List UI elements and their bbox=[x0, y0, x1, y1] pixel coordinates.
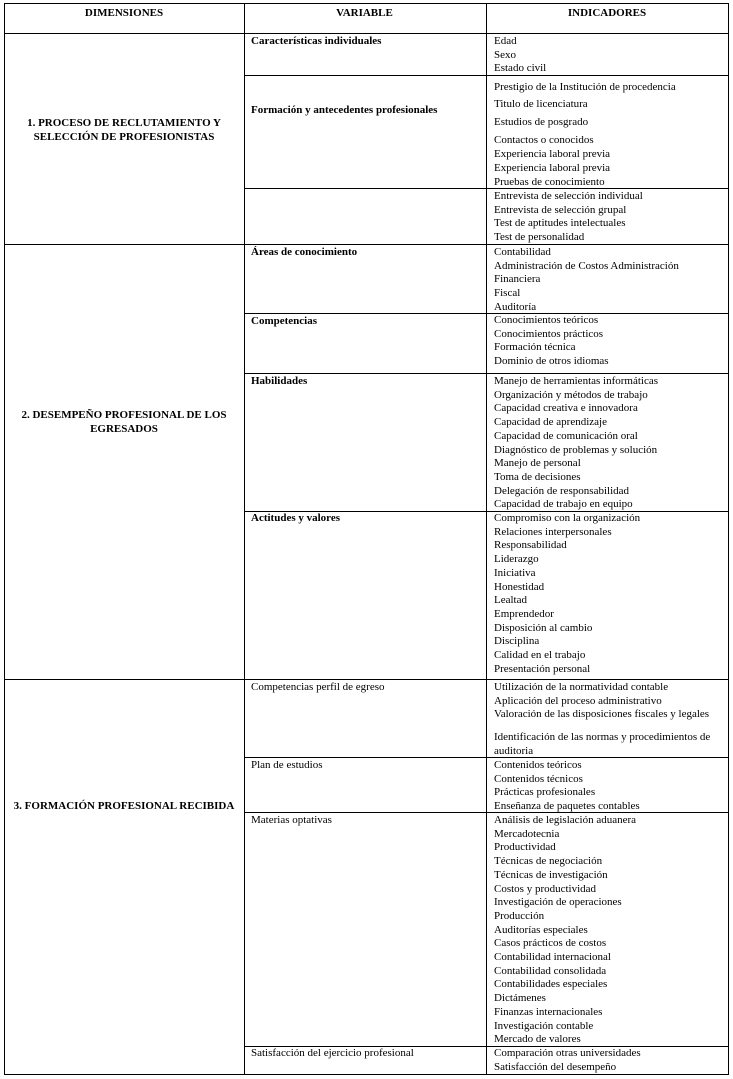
indicator-item: Presentación personal bbox=[494, 662, 591, 675]
indicator-item: Formación técnica bbox=[494, 341, 576, 354]
indicator-item: Test de personalidad bbox=[494, 231, 585, 244]
indicator-item: Administración de Costos Administración bbox=[494, 259, 679, 272]
dimension-separator bbox=[4, 244, 729, 245]
indicator-item: Calidad en el trabajo bbox=[494, 649, 586, 661]
group-separator bbox=[244, 812, 729, 813]
header-variable: VARIABLE bbox=[336, 7, 393, 19]
indicator-item: Liderazgo bbox=[494, 553, 539, 566]
dimension-title: 1. PROCESO DE RECLUTAMIENTO Y SELECCIÓN DE PROFESIONISTAS bbox=[27, 117, 221, 143]
group-separator bbox=[244, 373, 729, 374]
indicator-item: Costos y productividad bbox=[494, 882, 597, 895]
indicator-item: Financiera bbox=[494, 273, 541, 286]
indicator-item: Disciplina bbox=[494, 635, 540, 648]
variable-label: Materias optativas bbox=[251, 814, 332, 826]
indicator-item: Pruebas de conocimiento bbox=[494, 176, 605, 188]
indicator-item: Diagnóstico de problemas y solución bbox=[494, 443, 658, 456]
group-separator bbox=[244, 757, 729, 758]
variable-label: Formación y antecedentes profesionales bbox=[251, 104, 438, 116]
indicator-item: Lealtad bbox=[494, 594, 527, 607]
indicator-item: Mercadotecnia bbox=[494, 827, 560, 840]
indicator-item: Mercado de valores bbox=[494, 1033, 581, 1046]
indicator-item: Sexo bbox=[494, 48, 516, 61]
indicator-item: Productividad bbox=[494, 841, 556, 854]
indicator-item: Compromiso con la organización bbox=[494, 512, 641, 524]
indicator-item: Organización y métodos de trabajo bbox=[494, 388, 648, 401]
indicator-item: Emprendedor bbox=[494, 607, 554, 620]
dimension-title: 2. DESEMPEÑO PROFESIONAL DE LOS EGRESADOS bbox=[21, 409, 227, 435]
indicator-item: Capacidad de comunicación oral bbox=[494, 429, 638, 442]
indicator-item: Iniciativa bbox=[494, 566, 536, 579]
indicator-item: Prácticas profesionales bbox=[494, 786, 596, 799]
indicator-item: Investigación de operaciones bbox=[494, 896, 622, 909]
variable-label: Competencias bbox=[251, 315, 317, 327]
indicator-item: Identificación de las normas y procedimientos de auditoria bbox=[494, 731, 711, 757]
indicator-item: Manejo de herramientas informáticas bbox=[494, 375, 659, 387]
indicator-item: Contenidos técnicos bbox=[494, 772, 583, 785]
table-border-top bbox=[4, 3, 729, 4]
variable-label: Áreas de conocimiento bbox=[251, 246, 358, 258]
indicator-item: Responsabilidad bbox=[494, 539, 567, 552]
indicator-item: Edad bbox=[494, 35, 517, 47]
indicator-item: Capacidad de aprendizaje bbox=[494, 416, 607, 429]
indicator-item: Conocimientos prácticos bbox=[494, 327, 604, 340]
indicator-item: Producción bbox=[494, 909, 545, 922]
indicator-item: Test de aptitudes intelectuales bbox=[494, 217, 626, 230]
indicator-item: Fiscal bbox=[494, 287, 521, 300]
indicator-item: Entrevista de selección grupal bbox=[494, 203, 627, 216]
indicator-item: Capacidad de trabajo en equipo bbox=[494, 498, 633, 511]
dimension-title: 3. FORMACIÓN PROFESIONAL RECIBIDA bbox=[13, 800, 235, 812]
indicator-item: Comparación otras universidades bbox=[494, 1047, 641, 1059]
indicator-item: Técnicas de negociación bbox=[494, 855, 603, 868]
group-separator bbox=[244, 75, 729, 76]
indicator-item: Análisis de legislación aduanera bbox=[494, 814, 637, 826]
indicator-item: Contabilidad consolidada bbox=[494, 964, 607, 977]
indicator-item: Contabilidad internacional bbox=[494, 951, 611, 963]
indicator-item: Capacidad creativa e innovadora bbox=[494, 402, 638, 415]
indicator-item: Experiencia laboral previa bbox=[494, 148, 611, 160]
indicator-item: Investigación contable bbox=[494, 1019, 594, 1032]
header-indicadores: INDICADORES bbox=[567, 7, 647, 19]
indicator-item: Casos prácticos de costos bbox=[494, 937, 607, 950]
indicator-item: Contactos o conocidos bbox=[494, 134, 594, 146]
variable-label: Habilidades bbox=[251, 375, 308, 387]
indicator-item: Entrevista de selección individual bbox=[494, 190, 643, 202]
variable-label: Competencias perfil de egreso bbox=[251, 681, 385, 693]
indicator-item: Técnicas de investigación bbox=[494, 868, 608, 881]
variable-label: Características individuales bbox=[251, 35, 382, 47]
indicator-item: Toma de decisiones bbox=[494, 470, 581, 483]
indicator-item: Enseñanza de paquetes contables bbox=[494, 800, 640, 813]
variable-label: Plan de estudios bbox=[251, 759, 323, 771]
header-dimensiones: DIMENSIONES bbox=[84, 7, 164, 19]
indicator-item: Contenidos teóricos bbox=[494, 759, 582, 771]
indicator-item: Manejo de personal bbox=[494, 457, 581, 470]
indicator-item: Contabilidades especiales bbox=[494, 978, 608, 991]
indicator-item: Conocimientos teóricos bbox=[494, 314, 599, 326]
table-border-bottom bbox=[4, 1074, 729, 1075]
indicator-item: Contabilidad bbox=[494, 246, 551, 258]
indicator-item: Aplicación del proceso administrativo bbox=[494, 695, 662, 707]
column-divider-2 bbox=[486, 3, 487, 1075]
indicator-item: Satisfacción del desempeño bbox=[494, 1060, 617, 1073]
group-separator bbox=[244, 188, 729, 189]
indicator-item: Dominio de otros idiomas bbox=[494, 355, 609, 368]
dimension-separator bbox=[4, 679, 729, 680]
indicator-item: Experiencia laboral previa bbox=[494, 162, 611, 174]
table-border-left bbox=[4, 3, 5, 1075]
indicator-item: Finanzas internacionales bbox=[494, 1005, 603, 1018]
indicator-item: Estudios de posgrado bbox=[494, 116, 589, 128]
header-bottom-line bbox=[4, 33, 729, 34]
group-separator bbox=[244, 313, 729, 314]
variable-label: Satisfacción del ejercicio profesional bbox=[251, 1047, 414, 1059]
indicator-item: Disposición al cambio bbox=[494, 621, 593, 634]
indicator-item: Valoración de las disposiciones fiscales y legales bbox=[494, 708, 710, 720]
column-divider-1 bbox=[244, 3, 245, 1075]
indicator-item: Delegación de responsabilidad bbox=[494, 484, 630, 497]
indicator-item: Dictámenes bbox=[494, 992, 546, 1005]
indicator-item: Relaciones interpersonales bbox=[494, 525, 612, 538]
indicator-item: Auditoría bbox=[494, 300, 537, 313]
variable-label: Actitudes y valores bbox=[251, 512, 341, 524]
indicator-item: Estado civil bbox=[494, 62, 547, 75]
indicator-item: Auditorías especiales bbox=[494, 923, 588, 936]
indicator-item: Utilización de la normatividad contable bbox=[494, 681, 669, 693]
indicator-item: Prestigio de la Institución de procedencia bbox=[494, 81, 676, 93]
indicator-item: Honestidad bbox=[494, 580, 545, 593]
table-border-right bbox=[728, 3, 729, 1075]
indicator-item: Titulo de licenciatura bbox=[494, 98, 588, 110]
